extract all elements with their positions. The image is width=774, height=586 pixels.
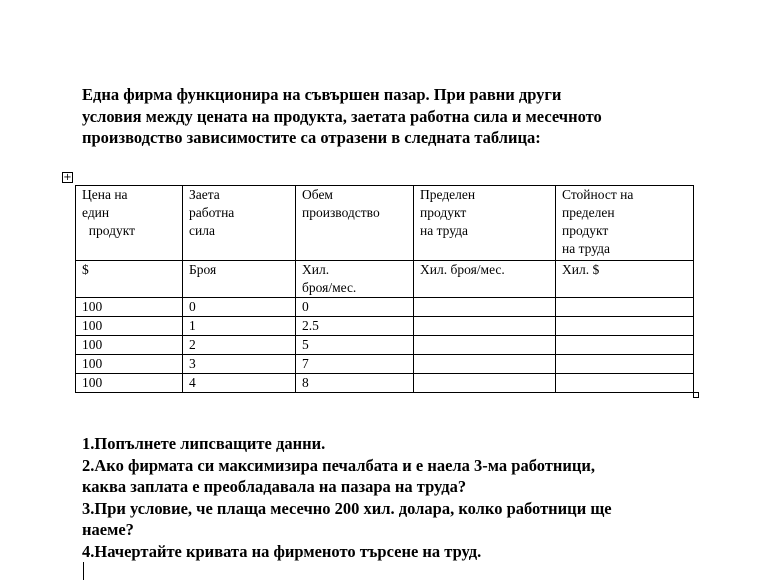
- cell-text-line: Цена на: [82, 187, 128, 202]
- data-cell[interactable]: [414, 374, 556, 393]
- cell-text-line: броя/мес.: [302, 280, 357, 295]
- cell-text-line: продукт: [82, 223, 135, 238]
- unit-cell[interactable]: [296, 261, 414, 298]
- cell-text-line: $: [82, 262, 89, 277]
- data-cell[interactable]: [556, 336, 694, 355]
- data-cell[interactable]: 2: [183, 336, 296, 355]
- data-cell[interactable]: 0: [296, 298, 414, 317]
- question-text: 4.Начертайте кривата на фирменото търсене на труд.: [82, 541, 482, 561]
- question-line: наеме?: [82, 520, 134, 539]
- intro-line: условия между цената на продукта, заетата работна сила и месечното: [82, 106, 602, 126]
- unit-cell[interactable]: [414, 261, 556, 298]
- data-cell[interactable]: 3: [183, 355, 296, 374]
- data-cell[interactable]: [414, 298, 556, 317]
- table-row: [76, 298, 694, 317]
- data-cell[interactable]: 7: [296, 355, 414, 374]
- data-cell[interactable]: [414, 355, 556, 374]
- question-line: каква заплата е преобладавала на пазара на труда?: [82, 477, 467, 496]
- header-cell[interactable]: [556, 186, 694, 261]
- question-line: 2.Ако фирмата си максимизира печалбата и е наела 3-ма работници,: [82, 455, 596, 475]
- cell-text-line: сила: [189, 223, 215, 238]
- header-cell[interactable]: [183, 186, 296, 261]
- question-line: 3.При условие, че плаща месечно 200 хил. долара, колко работници ще: [82, 498, 612, 518]
- units-row: [76, 261, 694, 298]
- table-row: [76, 317, 694, 336]
- intro-line: производство зависимостите са отразени в следната таблица:: [82, 128, 541, 147]
- unit-cell[interactable]: [183, 261, 296, 298]
- table-row: [76, 336, 694, 355]
- cell-text-line: Пределен: [420, 187, 476, 202]
- cell-text-line: на труда: [420, 223, 468, 238]
- data-cell[interactable]: 100: [76, 317, 183, 336]
- table-row: [76, 355, 694, 374]
- cell-text-line: Стойност на: [562, 187, 634, 202]
- data-cell[interactable]: 5: [296, 336, 414, 355]
- data-cell[interactable]: 4: [183, 374, 296, 393]
- question-line: 1.Попълнете липсващите данни.: [82, 434, 326, 453]
- data-cell[interactable]: [556, 374, 694, 393]
- question-line: [82, 541, 722, 581]
- header-cell[interactable]: [76, 186, 183, 261]
- text-cursor: [83, 562, 84, 580]
- header-row: [76, 186, 694, 261]
- cell-text-line: Хил.: [302, 262, 330, 277]
- data-cell[interactable]: 100: [76, 355, 183, 374]
- table-row: [76, 374, 694, 393]
- cell-text-line: продукт: [420, 205, 467, 220]
- cell-text-line: продукт: [562, 223, 609, 238]
- cell-text-line: Броя: [189, 262, 217, 277]
- data-cell[interactable]: 0: [183, 298, 296, 317]
- data-table: [75, 185, 694, 393]
- data-cell[interactable]: 100: [76, 336, 183, 355]
- problem-intro: [82, 84, 722, 149]
- data-cell[interactable]: [556, 298, 694, 317]
- cell-text-line: работна: [189, 205, 235, 220]
- unit-cell[interactable]: [556, 261, 694, 298]
- intro-line: Една фирма функционира на съвършен пазар. При равни други: [82, 85, 562, 104]
- data-cell[interactable]: [556, 355, 694, 374]
- header-cell[interactable]: [296, 186, 414, 261]
- data-cell[interactable]: 100: [76, 298, 183, 317]
- data-cell[interactable]: [414, 336, 556, 355]
- unit-cell[interactable]: [76, 261, 183, 298]
- cell-text-line: Хил. $: [562, 262, 600, 277]
- table-resize-handle-icon[interactable]: [693, 392, 699, 398]
- header-cell[interactable]: [414, 186, 556, 261]
- data-cell[interactable]: [414, 317, 556, 336]
- data-cell[interactable]: 100: [76, 374, 183, 393]
- cell-text-line: един: [82, 205, 110, 220]
- data-cell[interactable]: 2.5: [296, 317, 414, 336]
- table-move-handle-icon[interactable]: +: [63, 172, 72, 183]
- cell-text-line: Хил. броя/мес.: [420, 262, 505, 277]
- cell-text-line: Обем: [302, 187, 333, 202]
- data-cell[interactable]: 8: [296, 374, 414, 393]
- cell-text-line: пределен: [562, 205, 615, 220]
- data-cell[interactable]: [556, 317, 694, 336]
- cell-text-line: Заета: [189, 187, 220, 202]
- questions-list: [82, 433, 722, 580]
- data-cell[interactable]: 1: [183, 317, 296, 336]
- cell-text-line: производство: [302, 205, 380, 220]
- cell-text-line: на труда: [562, 241, 610, 256]
